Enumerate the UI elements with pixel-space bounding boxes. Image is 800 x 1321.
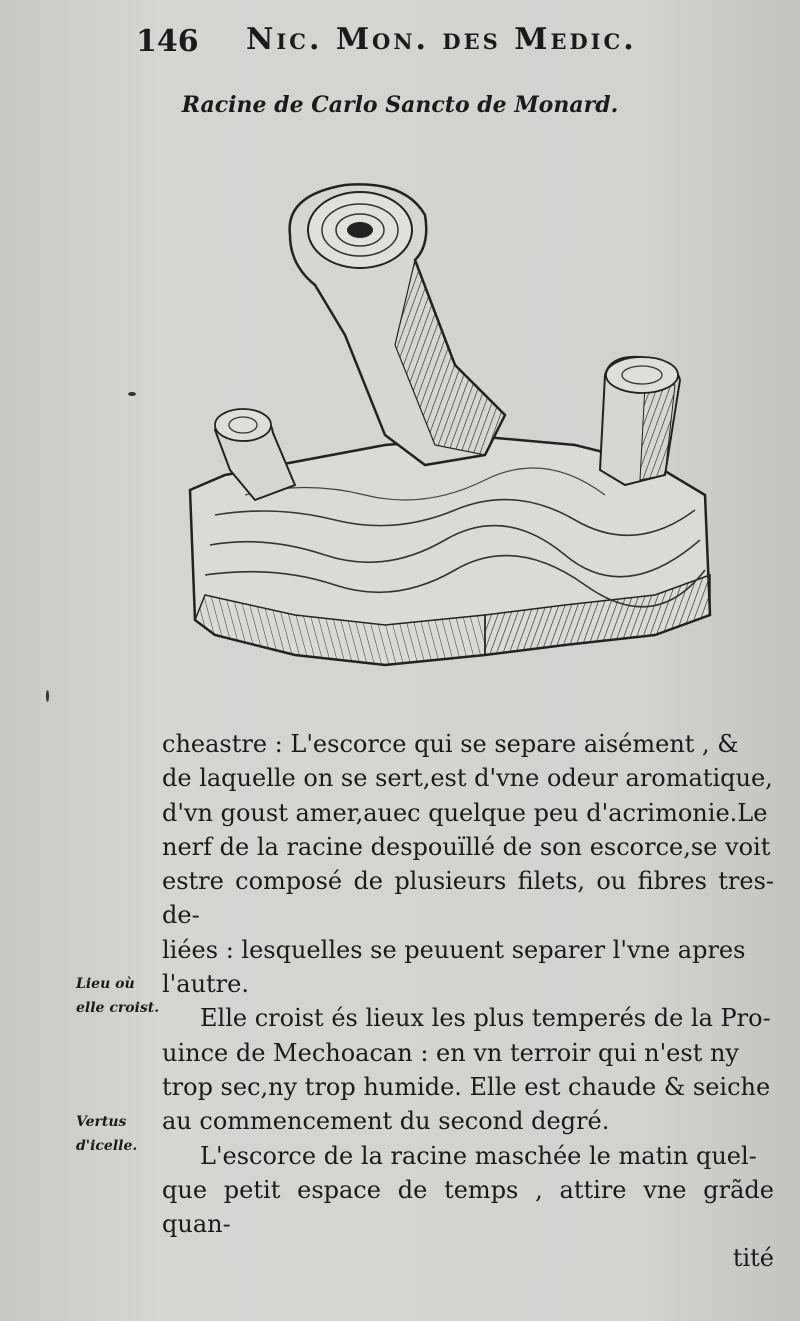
margin-note-lieu: Lieu où elle croist. bbox=[76, 976, 160, 1016]
figure-caption: Racine de Carlo Sancto de Monard. bbox=[181, 92, 619, 118]
body-text bbox=[162, 727, 774, 1276]
paragraph-3: L'escorce de la racine maschée le matin quel- que petit espace de temps , attire vne grãde quan- bbox=[162, 1141, 774, 1239]
ink-speck bbox=[46, 690, 49, 702]
page-header bbox=[136, 18, 676, 62]
catchword: tité bbox=[732, 1244, 774, 1273]
margin-note-vertus: Vertus d'icelle. bbox=[76, 1114, 138, 1154]
paragraph-1: cheastre : L'escorce qui se separe aisément , & de laquelle on se sert,est d'vne odeur aromatique, d'vn goust amer,auec quelque peu d'acrimonie.Le nerf de la racine despouïllé de son escorce,se voit estre composé de plusieurs filets, ou fibres tres-de- liées : lesquelles se peuuent separer l'vne apres l'autre. bbox=[162, 730, 774, 999]
page-number: 146 bbox=[136, 24, 199, 59]
root-woodcut-icon bbox=[185, 175, 715, 675]
running-title: Nic. Mon. des Medic. bbox=[246, 22, 637, 57]
ink-speck bbox=[128, 392, 136, 396]
paragraph-2: Elle croist és lieux les plus temperés de la Pro- uince de Mechoacan : en vn terroir qui n'est ny trop sec,ny trop humide. Elle est chaude & seiche au commencement du second degré. bbox=[162, 1004, 771, 1136]
